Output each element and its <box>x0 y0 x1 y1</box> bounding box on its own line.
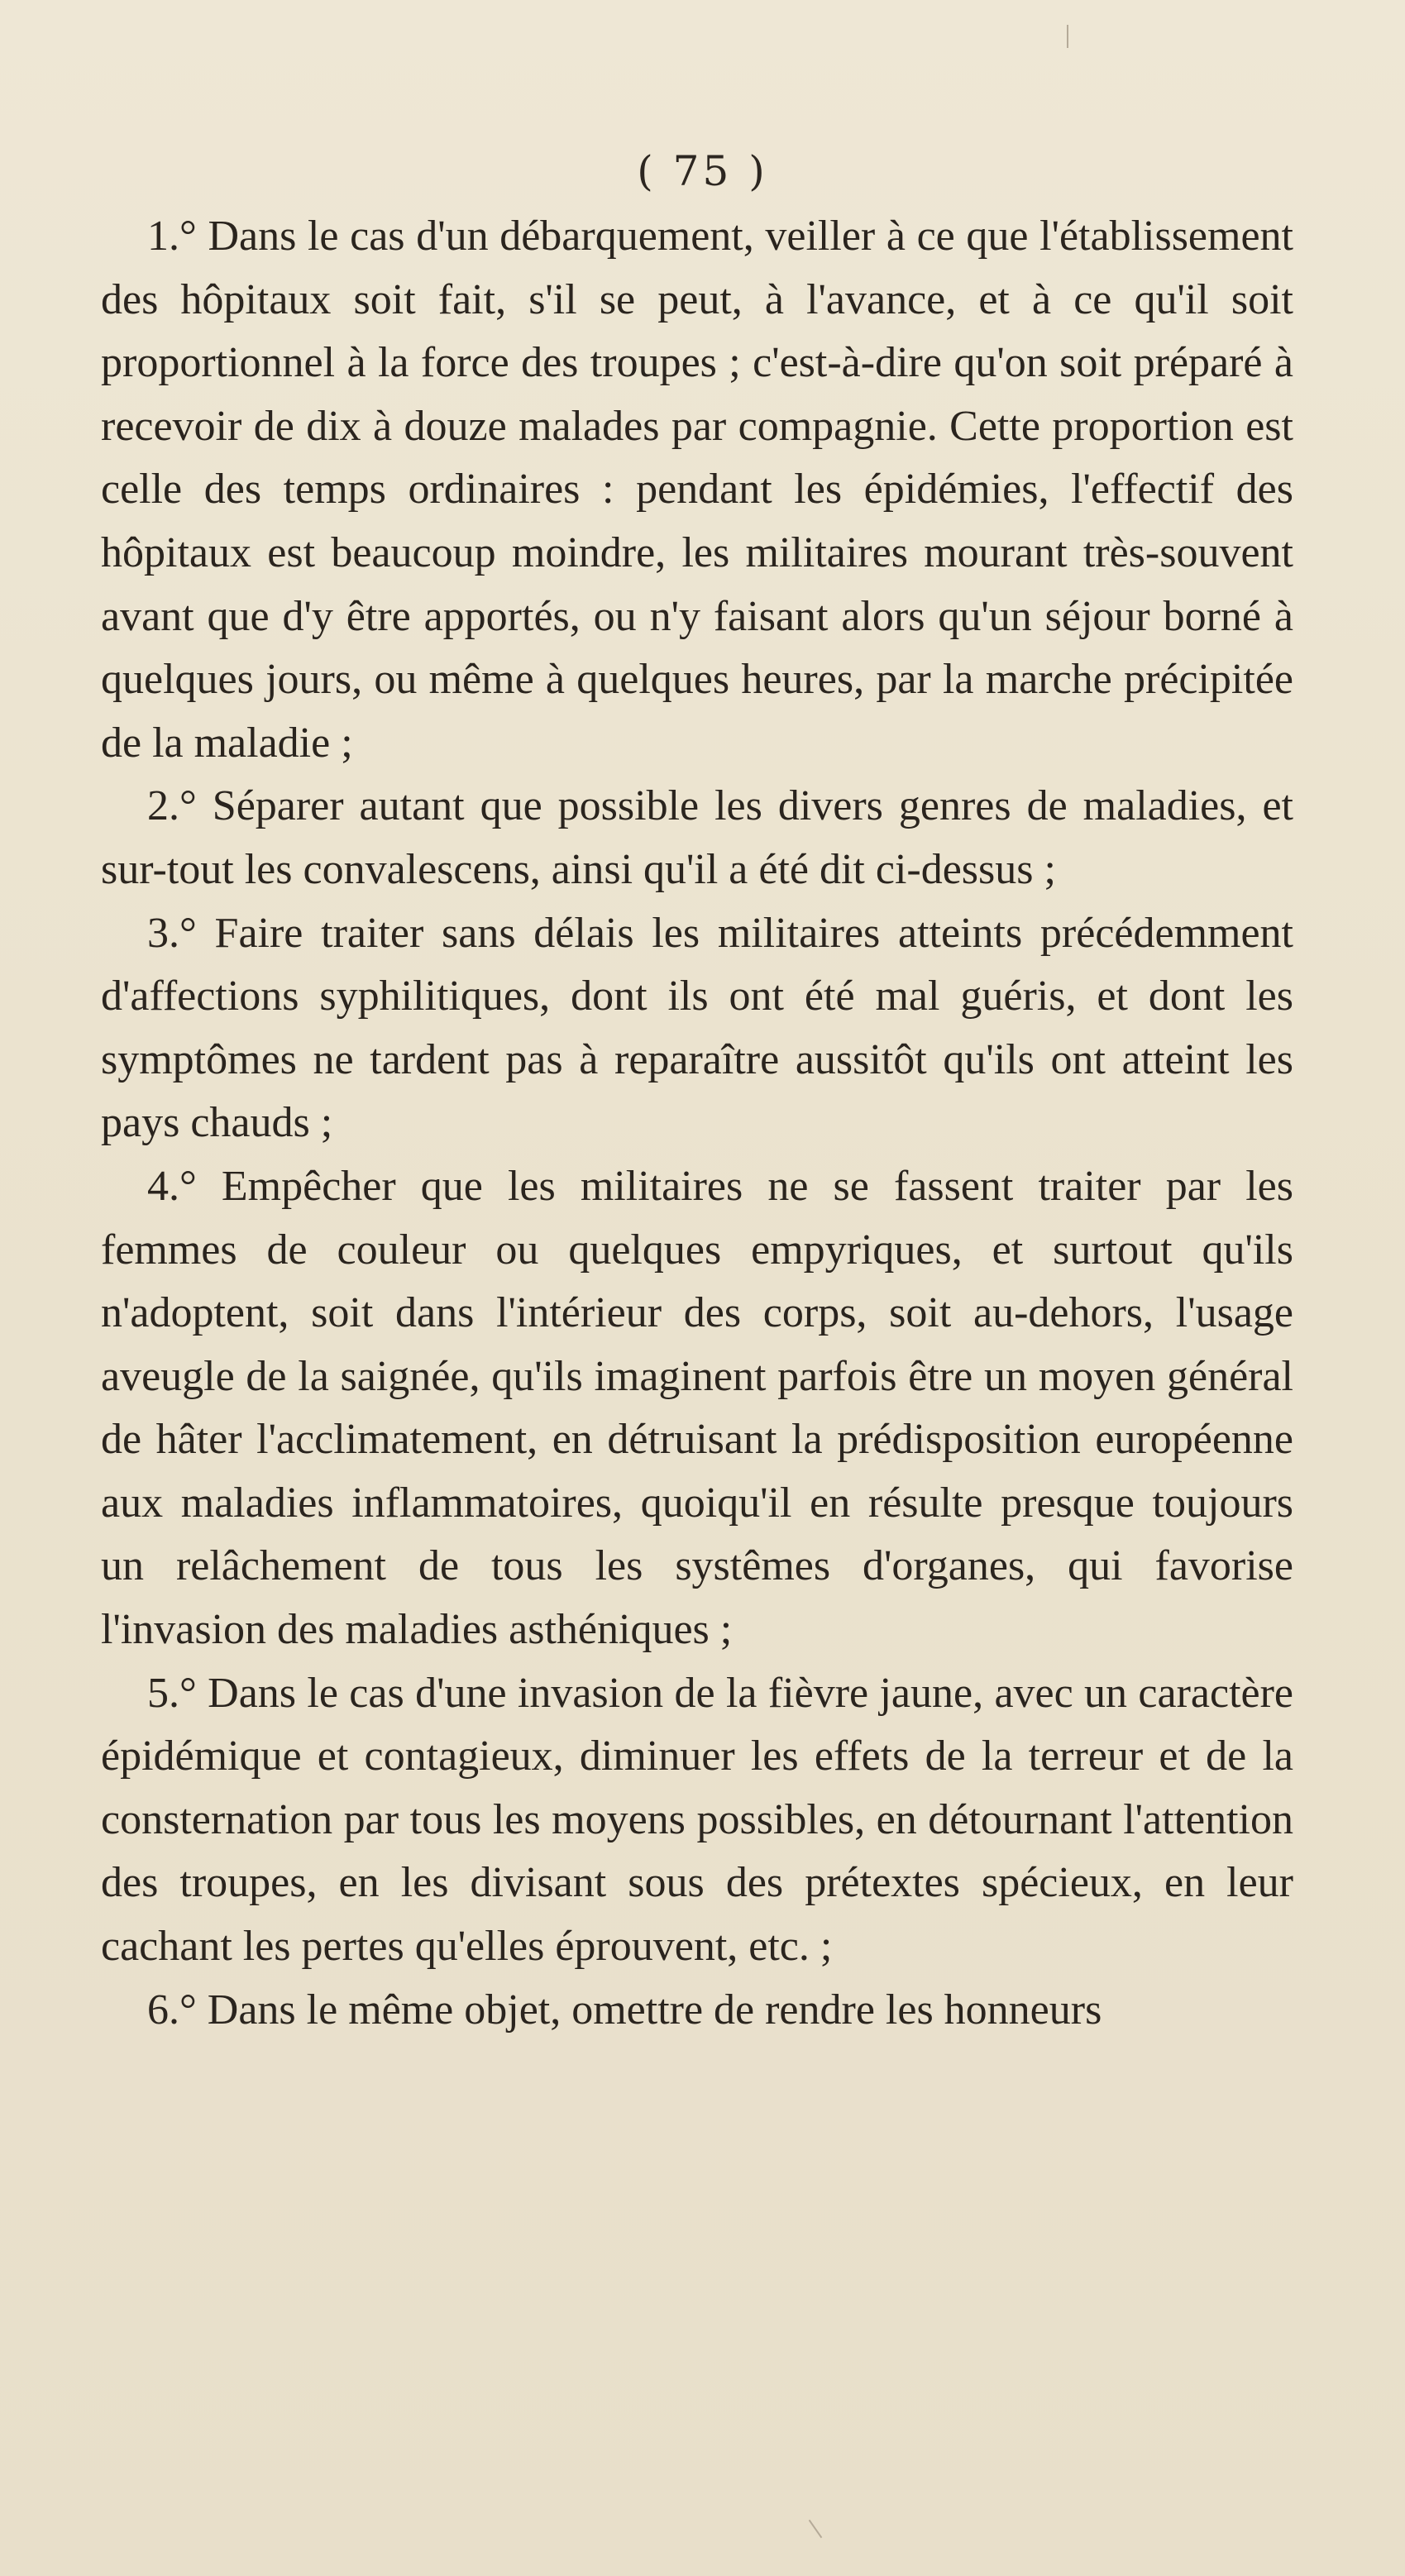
paragraph-3: 3.° Faire traiter sans délais les militaires atteints précédemment d'affections syphilitiques, dont ils ont été mal guéris, et dont les symptômes ne tardent pas à reparaître aussitôt qu'ils ont atteint les pays chauds ; <box>101 909 1293 1147</box>
body-text <box>101 205 1293 2042</box>
paragraph-6: 6.° Dans le même objet, omettre de rendre les honneurs <box>147 1986 1102 2034</box>
page-speck <box>809 2520 823 2538</box>
paragraph-2: 2.° Séparer autant que possible les divers genres de maladies, et sur-tout les convalescens, ainsi qu'il a été dit ci-dessus ; <box>101 782 1293 893</box>
paragraph-1: 1.° Dans le cas d'un débarquement, veiller à ce que l'établissement des hôpitaux soit fait, s'il se peut, à l'avance, et à ce qu'il soit proportionnel à la force des troupes ; c'est-à-dire qu'on soit préparé à recevoir de dix à douze malades par compagnie. Cette proportion est celle des temps ordinaires : pendant les épidémies, l'effectif des hôpitaux est beaucoup moindre, les militaires mourant très-souvent avant que d'y être apportés, ou n'y faisant alors qu'un séjour borné à quelques jours, ou même à quelques heures, par la marche précipitée de la maladie ; <box>101 213 1293 767</box>
paragraph-5: 5.° Dans le cas d'une invasion de la fièvre jaune, avec un caractère épidémique et contagieux, diminuer les effets de la terreur et de la consternation par tous les moyens possibles, en détournant l'attention des troupes, en les divisant sous des prétextes spécieux, en leur cachant les pertes qu'elles éprouvent, etc. ; <box>101 1669 1293 1971</box>
paragraph-4: 4.° Empêcher que les militaires ne se fassent traiter par les femmes de couleur ou quelques empyriques, et surtout qu'ils n'adoptent, soit dans l'intérieur des corps, soit au-dehors, l'usage aveugle de la saignée, qu'ils imaginent parfois être un moyen général de hâter l'acclimatement, en détruisant la prédisposition européenne aux maladies inflammatoires, quoiqu'il en résulte presque toujours un relâchement de tous les systêmes d'organes, qui favorise l'invasion des maladies asthéniques ; <box>101 1162 1293 1654</box>
page-number: ( 75 ) <box>637 147 768 195</box>
page-speck <box>1067 25 1068 48</box>
